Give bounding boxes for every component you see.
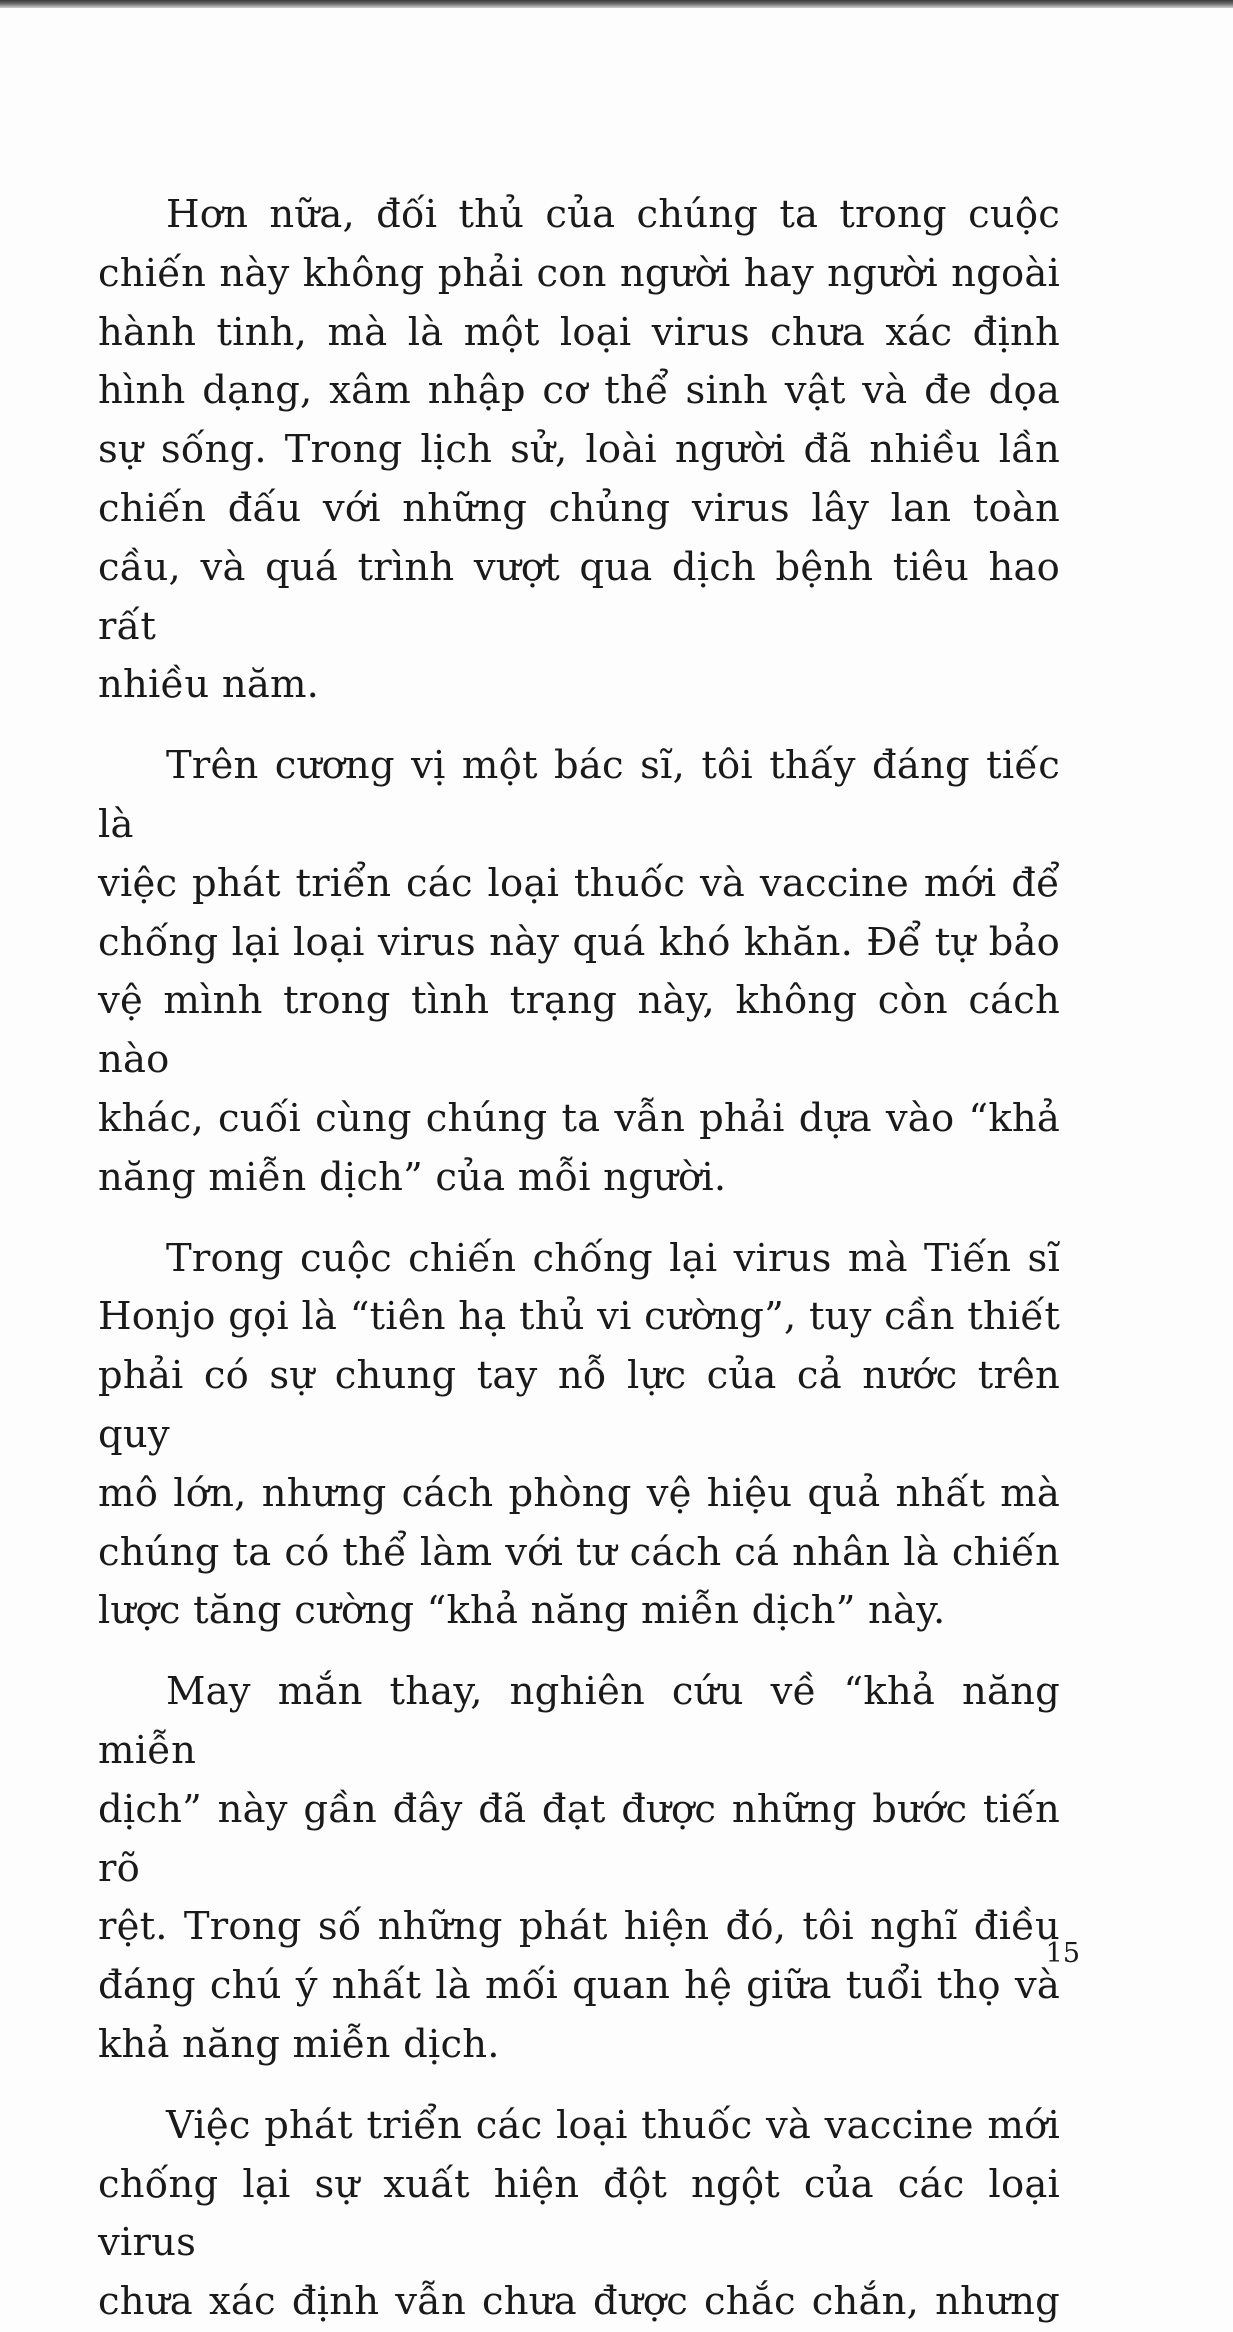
- text-line: chúng ta có thể làm với tư cách cá nhân là chiến: [98, 1529, 1060, 1575]
- text-line: phải có sự chung tay nỗ lực của cả nước trên quy: [98, 1353, 1060, 1457]
- paragraph: [98, 1663, 1060, 2075]
- text-line: Việc phát triển các loại thuốc và vaccine mới: [166, 2102, 1060, 2148]
- text-line: khác, cuối cùng chúng ta vẫn phải dựa vào “khả: [98, 1095, 1060, 1141]
- text-line: đáng chú ý nhất là mối quan hệ giữa tuổi thọ và: [98, 1963, 1060, 2009]
- text-line: vệ mình trong tình trạng này, không còn cách nào: [98, 978, 1060, 1083]
- page-number: 15: [1045, 1938, 1080, 1969]
- text-line: chống lại sự xuất hiện đột ngột của các loại virus: [98, 2161, 1060, 2266]
- text-line: lược tăng cường “khả năng miễn dịch” này.: [98, 1588, 946, 1634]
- text-line: Trên cương vị một bác sĩ, tôi thấy đáng tiếc là: [98, 743, 1060, 847]
- text-line: mô lớn, nhưng cách phòng vệ hiệu quả nhất mà: [98, 1470, 1060, 1516]
- text-line: việc phát triển các loại thuốc và vaccine mới để: [98, 860, 1060, 906]
- text-line: Honjo gọi là “tiên hạ thủ vi cường”, tuy cần thiết: [98, 1294, 1060, 1340]
- paragraph: [98, 737, 1060, 1207]
- text-line: năng miễn dịch” của mỗi người.: [98, 1154, 727, 1200]
- paragraph: [98, 2097, 1060, 2332]
- text-line: khả năng miễn dịch.: [98, 2021, 500, 2067]
- text-line: chống lại loại virus này quá khó khăn. Để tự bảo: [98, 919, 1060, 965]
- text-line: dịch” này gần đây đã đạt được những bước tiến rõ: [98, 1786, 1060, 1891]
- paragraph: [98, 186, 1060, 715]
- text-line: Trong cuộc chiến chống lại virus mà Tiến sĩ: [166, 1235, 1060, 1281]
- text-line: nhiều năm.: [98, 662, 320, 708]
- paragraph: [98, 1230, 1060, 1642]
- text-line: chưa xác định vẫn chưa được chắc chắn, nhưng: [98, 2279, 1060, 2325]
- text-line: hình dạng, xâm nhập cơ thể sinh vật và đe dọa: [98, 368, 1060, 414]
- text-line: rệt. Trong số những phát hiện đó, tôi nghĩ điều: [98, 1904, 1060, 1950]
- text-line: sự sống. Trong lịch sử, loài người đã nhiều lần: [98, 427, 1060, 473]
- text-line: May mắn thay, nghiên cứu về “khả năng miễn: [98, 1669, 1060, 1773]
- body-text: [98, 186, 1060, 2332]
- text-line: Hơn nữa, đối thủ của chúng ta trong cuộc: [166, 192, 1060, 237]
- text-line: hành tinh, mà là một loại virus chưa xác định: [98, 309, 1060, 355]
- text-line: cầu, và quá trình vượt qua dịch bệnh tiêu hao rất: [98, 544, 1060, 649]
- page-top-edge: [0, 0, 1233, 8]
- text-line: chiến này không phải con người hay người ngoài: [98, 250, 1060, 296]
- text-line: chiến đấu với những chủng virus lây lan toàn: [98, 485, 1060, 531]
